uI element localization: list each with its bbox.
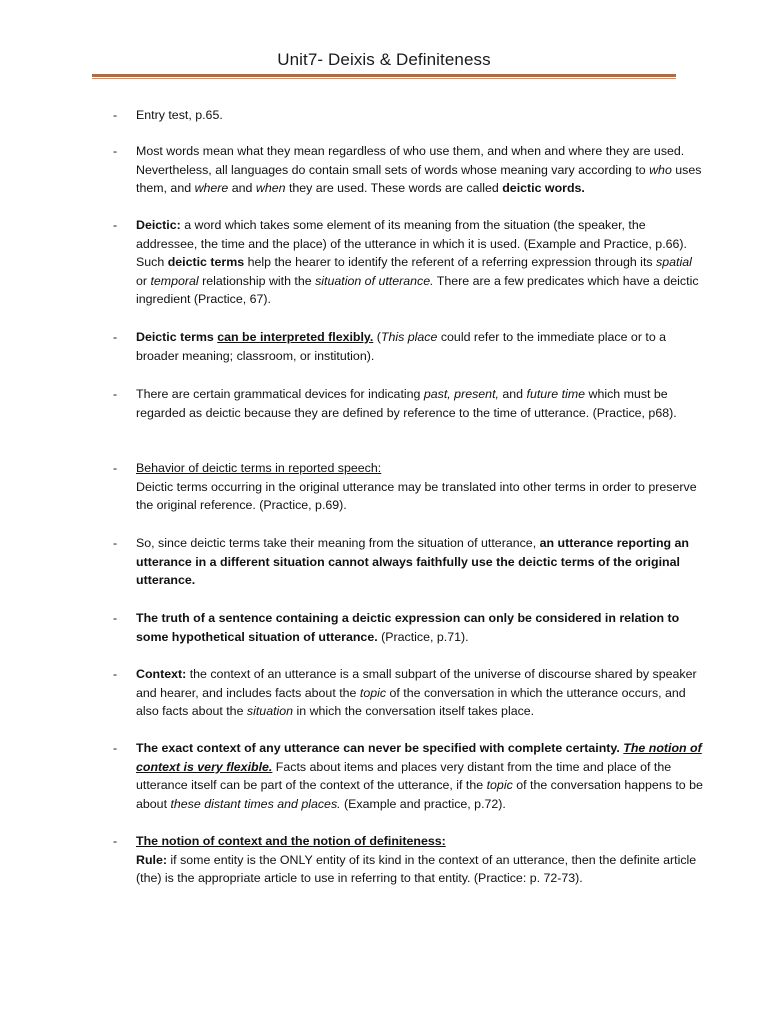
text-run: situation of utterance. — [315, 273, 434, 288]
list-item — [113, 534, 706, 590]
text-run: situation — [246, 704, 294, 719]
text-run: deictic terms — [167, 255, 245, 270]
text-run: Rule: — [136, 852, 167, 867]
text-run: can be interpreted flexibly. — [217, 330, 374, 344]
text-run: (Example and practice, p.72). — [340, 796, 506, 811]
text-run: Context: — [136, 667, 187, 681]
text-run: an utterance reporting an utterance in a different situation cannot always faithfully use the deictic terms of the original utterance. — [136, 536, 689, 588]
text-run: they are used. These words are called — [285, 181, 503, 196]
item-text — [136, 216, 706, 309]
bullet-dash: - — [113, 536, 118, 550]
text-run: and — [498, 387, 527, 401]
bullet-dash: - — [113, 144, 118, 158]
item-text — [136, 665, 706, 721]
bullet-dash: - — [113, 387, 118, 401]
text-run: where — [194, 181, 229, 196]
text-run: deictic words. — [502, 181, 585, 196]
text-run: Deictic: — [136, 218, 181, 232]
text-run: or — [136, 273, 151, 288]
bullet-dash: - — [113, 834, 118, 848]
text-run: relationship with the — [198, 273, 316, 288]
text-run: There are a few predicates which have a deictic ingredient (Practice, 67). — [136, 273, 699, 307]
bullet-dash: - — [113, 461, 118, 475]
text-run: So, since deictic terms take their meaning from the situation of utterance, — [136, 536, 540, 550]
list-item — [113, 328, 706, 365]
text-run: The notion of context is very flexible. — [136, 741, 702, 774]
text-run: uses them, and — [136, 162, 702, 196]
item-text — [136, 609, 706, 646]
text-run: There are certain grammatical devices for indicating — [136, 387, 424, 401]
text-run: the context of an utterance is a small subpart of the universe of discourse shared by speaker and hearer, and includes facts about the — [136, 667, 697, 700]
text-run: Behavior of deictic terms in reported speech: — [136, 461, 382, 475]
list-item — [113, 216, 706, 309]
item-text — [136, 142, 706, 198]
title-divider — [92, 74, 676, 77]
item-text — [136, 832, 706, 888]
text-run: spatial — [656, 255, 692, 270]
text-run: could refer to the immediate place or to a broader meaning; classroom, or institution). — [136, 330, 667, 363]
text-run: Deictic terms occurring in the original utterance may be translated into other terms in order to preserve the original reference. (Practice, p.69). — [136, 479, 697, 513]
text-run: Facts about items and places very distant from the time and place of the utterance itself can be part of the context of the utterance, if the — [136, 759, 672, 793]
list-item — [113, 665, 706, 721]
item-text — [136, 534, 706, 590]
list-item — [113, 142, 706, 198]
bullet-dash: - — [113, 218, 118, 232]
item-text — [136, 739, 706, 813]
item-text — [136, 385, 706, 422]
text-run: Entry test, p.65. — [136, 108, 223, 122]
text-run: and — [228, 181, 256, 196]
text-run: This place — [380, 330, 438, 344]
title-divider-thin — [92, 78, 676, 79]
text-run: these distant times and places. — [170, 796, 341, 811]
list-item — [113, 832, 706, 888]
text-run: temporal — [150, 273, 199, 288]
bullet-dash: - — [113, 330, 118, 344]
text-run: future time — [526, 387, 586, 401]
text-run: topic — [486, 778, 513, 793]
text-run: topic — [359, 685, 387, 700]
text-run: Most words mean what they mean regardless of who use them, and when and where they are used. Nevertheless, all languages do contain small sets of words whose meaning vary according to — [136, 144, 685, 177]
text-run: The exact context of any utterance can never be specified with complete certainty. — [136, 741, 624, 755]
text-run: (Practice, p.71). — [377, 629, 469, 644]
bullet-dash: - — [113, 108, 118, 122]
text-run: Deictic terms — [136, 330, 218, 344]
list-item — [113, 609, 706, 646]
text-run: The truth of a sentence containing a deictic expression can only be considered in relation to some hypothetical situation of utterance. — [136, 611, 680, 644]
text-run: if some entity is the ONLY entity of its kind in the context of an utterance, then the definite article (the) is the appropriate article to use in referring to that entity. (Practice: p. 72-73). — [136, 852, 697, 886]
text-run: past, present, — [423, 387, 499, 401]
text-run: of the conversation happens to be about — [136, 778, 703, 811]
page-title: Unit7- Deixis & Definiteness — [277, 50, 491, 69]
list-item — [113, 459, 706, 515]
text-run: help the hearer to identify the referent of a referring expression through its — [244, 255, 657, 270]
text-run: who — [649, 162, 672, 177]
text-run: which must be regarded as deictic because they are defined by reference to the time of utterance. (Practice, p68). — [136, 387, 677, 420]
list-item — [113, 739, 706, 813]
bullet-dash: - — [113, 667, 118, 681]
item-text — [136, 459, 706, 515]
text-run: of the conversation in which the utterance occurs, and also facts about the — [136, 685, 686, 719]
bullet-dash: - — [113, 611, 118, 625]
text-run: ( — [373, 330, 381, 344]
item-text — [136, 106, 706, 125]
bullet-dash: - — [113, 741, 118, 755]
item-text — [136, 328, 706, 365]
list-item — [113, 106, 706, 125]
text-run: in which the conversation itself takes place. — [293, 704, 535, 719]
text-run: The notion of context and the notion of definiteness: — [136, 834, 446, 848]
text-run: when — [255, 181, 286, 196]
text-run: a word which takes some element of its meaning from the situation (the speaker, the addressee, the time and the place) of the utterance in which it is used. (Example and Practice, p.66). Such — [136, 218, 687, 270]
list-item — [113, 385, 706, 422]
